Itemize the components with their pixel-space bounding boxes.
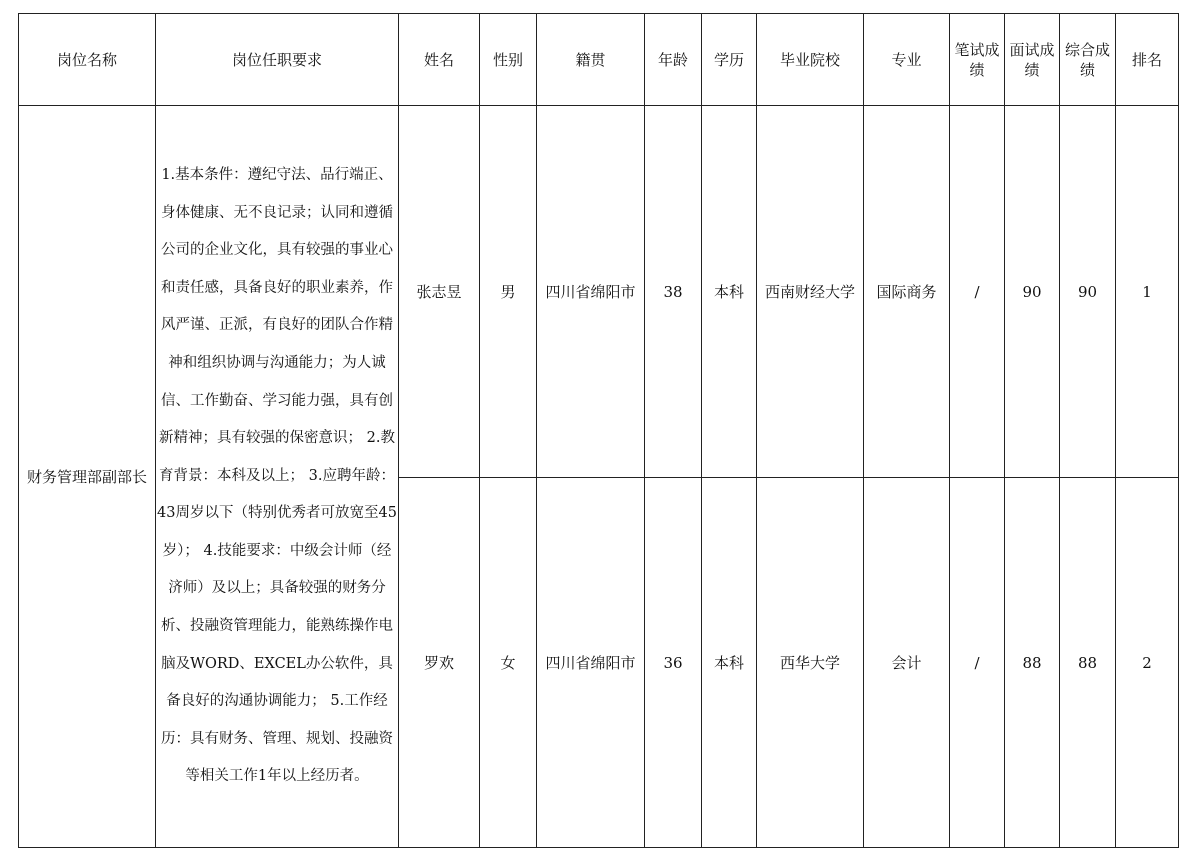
header-major: 专业 — [864, 14, 950, 106]
candidate-age: 38 — [645, 106, 702, 478]
candidate-interview-score: 90 — [1005, 106, 1060, 478]
header-gender: 性别 — [480, 14, 537, 106]
header-origin: 籍贯 — [537, 14, 645, 106]
requirements-cell: 1.基本条件：遵纪守法、品行端正、身体健康、无不良记录；认同和遵循公司的企业文化，具有较强的事业心和责任感，具备良好的职业素养，作风严谨、正派，有良好的团队合作精神和组织协调与沟通能力；为人诚信、工作勤奋、学习能力强，具有创新精神；具有较强的保密意识； 2.教育背景：本科及以上； 3.应聘年龄：43周岁以下（特别优秀者可放宽至45岁）； 4.技能要求：中级会计师（经济师）及以上；具备较强的财务分析、投融资管理能力，能熟练操作电脑及WORD、EXCEL办公软件，具备良好的沟通协调能力； 5.工作经历：具有财务、管理、规划、投融资等相关工作1年以上经历者。 — [156, 106, 399, 848]
header-total-score: 综合成绩 — [1060, 14, 1116, 106]
candidate-school: 西华大学 — [757, 478, 864, 848]
candidate-written-score: / — [950, 478, 1005, 848]
header-age: 年龄 — [645, 14, 702, 106]
candidate-origin: 四川省绵阳市 — [537, 478, 645, 848]
header-education: 学历 — [702, 14, 757, 106]
candidate-table — [18, 13, 1179, 848]
header-school: 毕业院校 — [757, 14, 864, 106]
candidate-gender: 女 — [480, 478, 537, 848]
position-cell: 财务管理部副部长 — [19, 106, 156, 848]
candidate-age: 36 — [645, 478, 702, 848]
candidate-total-score: 88 — [1060, 478, 1116, 848]
candidate-name: 罗欢 — [399, 478, 480, 848]
candidate-origin: 四川省绵阳市 — [537, 106, 645, 478]
page-footer-clipped — [18, 853, 1178, 865]
candidate-education: 本科 — [702, 478, 757, 848]
candidate-written-score: / — [950, 106, 1005, 478]
table-header-row — [19, 14, 1179, 106]
candidate-major: 国际商务 — [864, 106, 950, 478]
header-interview-score: 面试成绩 — [1005, 14, 1060, 106]
candidate-rank: 2 — [1116, 478, 1179, 848]
candidate-school: 西南财经大学 — [757, 106, 864, 478]
candidate-total-score: 90 — [1060, 106, 1116, 478]
candidate-interview-score: 88 — [1005, 478, 1060, 848]
header-written-score: 笔试成绩 — [950, 14, 1005, 106]
candidate-gender: 男 — [480, 106, 537, 478]
table-row — [19, 106, 1179, 478]
candidate-rank: 1 — [1116, 106, 1179, 478]
header-name: 姓名 — [399, 14, 480, 106]
candidate-major: 会计 — [864, 478, 950, 848]
header-requirements: 岗位任职要求 — [156, 14, 399, 106]
header-rank: 排名 — [1116, 14, 1179, 106]
candidate-education: 本科 — [702, 106, 757, 478]
header-position: 岗位名称 — [19, 14, 156, 106]
candidate-name: 张志昱 — [399, 106, 480, 478]
